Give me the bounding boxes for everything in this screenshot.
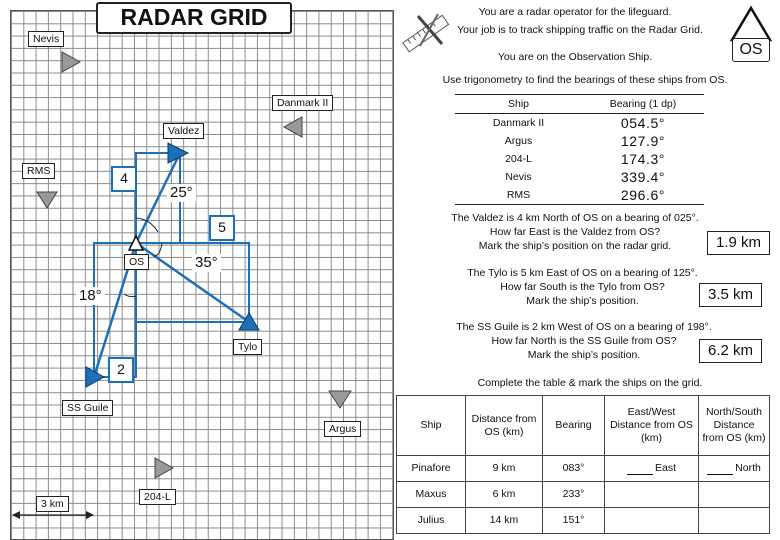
header-ship: Ship [397, 396, 466, 456]
complete-table [396, 395, 770, 534]
ship-bearing: 339.4° [620, 169, 666, 185]
table-row [397, 482, 770, 508]
ship-name: RMS [455, 186, 582, 205]
ew-direction: East [654, 462, 676, 474]
tylo-label: Tylo [233, 339, 262, 355]
ship-name: Danmark II [492, 117, 545, 129]
table-row [397, 456, 770, 482]
angle-35: 35° [192, 254, 221, 272]
scale-arrow-left-icon [12, 511, 20, 519]
os-badge: OS [732, 38, 770, 62]
angle-25: 25° [167, 184, 196, 202]
ns-blank[interactable] [707, 464, 733, 475]
answer-tylo[interactable]: 3.5 km [699, 283, 762, 307]
204l-label: 204-L [139, 489, 176, 505]
scale-label: 3 km [36, 496, 69, 512]
side-length-5: 5 [209, 215, 235, 241]
header-bearing: Bearing [543, 396, 605, 456]
bearings-table [455, 94, 704, 205]
complete-table-instruction: Complete the table & mark the ships on the grid. [477, 377, 703, 389]
answer-guile[interactable]: 6.2 km [699, 339, 762, 363]
ew-input[interactable] [605, 508, 699, 534]
ship-name: Argus [504, 135, 533, 147]
question-line: The Valdez is 4 km North of OS on a bearing of 025°. [451, 212, 699, 224]
header-east-west: East/West Distance from OS (km) [605, 396, 699, 456]
os-grid-label: OS [124, 254, 149, 270]
ship-bearing: 151° [543, 508, 605, 534]
argus-label: Argus [324, 421, 361, 437]
ship-name: Nevis [505, 171, 532, 183]
valdez-label: Valdez [163, 123, 204, 139]
table-row [455, 186, 704, 205]
rms-label: RMS [22, 163, 55, 179]
question-line: Mark the ship’s position. [526, 295, 639, 307]
side-length-4: 4 [111, 166, 137, 192]
argus-ship-icon[interactable] [329, 391, 351, 408]
answer-valdez[interactable]: 1.9 km [707, 231, 770, 255]
table-row [455, 114, 704, 133]
question-line: How far East is the Valdez from OS? [489, 226, 661, 238]
ship-bearing: 083° [543, 456, 605, 482]
angle-arc-35 [154, 243, 162, 256]
ship-name: Maxus [397, 482, 466, 508]
ship-bearing: 233° [543, 482, 605, 508]
question-line: The Tylo is 5 km East of OS on a bearing of 125°. [467, 267, 698, 279]
page-title: RADAR GRID [96, 2, 292, 34]
bearings-header-ship: Ship [455, 95, 582, 114]
table-row [455, 168, 704, 186]
rms-ship-icon[interactable] [37, 192, 57, 208]
side-length-2: 2 [108, 357, 134, 383]
ship-distance: 14 km [466, 508, 543, 534]
header-north-south: North/South Distance from OS (km) [699, 396, 770, 456]
intro-line-2: Your job is to track shipping traffic on the Radar Grid. [457, 24, 703, 36]
scale-arrow-right-icon [86, 511, 94, 519]
nevis-ship-icon[interactable] [62, 52, 80, 72]
question-line: Mark the ship’s position on the radar grid. [478, 240, 672, 252]
question-valdez [440, 211, 710, 253]
ship-bearing: 127.9° [620, 133, 666, 149]
bearings-header-bearing: Bearing (1 dp) [582, 95, 704, 114]
ss-guile-label: SS Guile [62, 400, 113, 416]
ns-input[interactable] [699, 456, 770, 482]
ns-direction: North [735, 462, 761, 474]
question-tylo [445, 266, 720, 308]
danmark-ship-icon[interactable] [284, 117, 302, 137]
204l-ship-icon[interactable] [155, 458, 173, 478]
danmark-label: Danmark II [272, 95, 333, 111]
ship-distance: 9 km [466, 456, 543, 482]
angle-18: 18° [76, 287, 105, 305]
ew-input[interactable] [605, 456, 699, 482]
table-row [397, 508, 770, 534]
nevis-label: Nevis [28, 31, 64, 47]
header-distance: Distance from OS (km) [466, 396, 543, 456]
question-line: How far North is the SS Guile from OS? [491, 335, 677, 347]
ship-bearing: 174.3° [620, 151, 666, 167]
question-line: Mark the ship’s position. [527, 349, 641, 361]
ship-distance: 6 km [466, 482, 543, 508]
table-row [455, 150, 704, 168]
question-guile [443, 320, 725, 362]
valdez-ship-icon[interactable] [168, 143, 188, 163]
intro-line-3: You are on the Observation Ship. [497, 51, 653, 63]
question-line: How far South is the Tylo from OS? [500, 281, 665, 293]
ns-input[interactable] [699, 508, 770, 534]
ns-input[interactable] [699, 482, 770, 508]
ship-bearing: 296.6° [582, 186, 704, 205]
ew-blank[interactable] [627, 464, 653, 475]
ship-name: Pinafore [397, 456, 466, 482]
ship-name: Julius [397, 508, 466, 534]
question-line: The SS Guile is 2 km West of OS on a bearing of 198°. [456, 321, 712, 333]
intro-line-1: You are a radar operator for the lifeguard. [478, 6, 672, 18]
angle-arc-18 [124, 294, 136, 297]
ew-input[interactable] [605, 482, 699, 508]
ship-bearing: 054.5° [620, 115, 666, 131]
table-row [455, 132, 704, 150]
ship-name: 204-L [505, 153, 532, 165]
bearings-instruction: Use trigonometry to find the bearings of these ships from OS. [442, 74, 728, 86]
